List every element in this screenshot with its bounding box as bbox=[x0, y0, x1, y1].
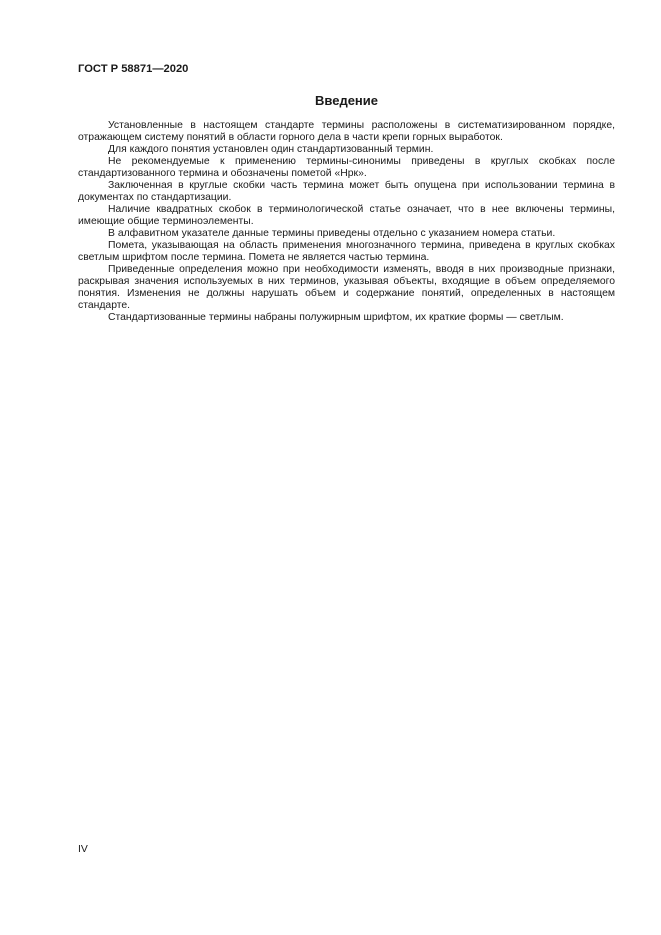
paragraph-6: В алфавитном указателе данные термины приведены отдельно с указанием номера статьи. bbox=[108, 228, 556, 239]
paragraph-9: Стандартизованные термины набраны полужирным шрифтом, их краткие формы — светлым. bbox=[108, 312, 564, 323]
paragraph-1: Установленные в настоящем стандарте термины расположены в систематизированном порядке, отражающем систему понятий в области горного дела в части крепи горных выработок. bbox=[78, 120, 615, 143]
section-title: Введение bbox=[315, 93, 378, 108]
paragraph-5: Наличие квадратных скобок в терминологической статье означает, что в нее включены термины, имеющие общие терминоэлементы. bbox=[78, 204, 615, 227]
paragraph-4: Заключенная в круглые скобки часть термина может быть опущена при использовании термина в документах по стандартизации. bbox=[78, 180, 615, 203]
paragraph-8: Приведенные определения можно при необходимости изменять, вводя в них производные признаки, раскрывая значения используемых в них терминов, указывая объекты, входящие в объем определяемого понятия. Изменения не должны нарушать объем и содержание понятий, определенных в настоящем стандарте. bbox=[78, 264, 615, 311]
paragraph-3: Не рекомендуемые к применению термины-синонимы приведены в круглых скобках после стандартизованного термина и обозначены пометой «Нрк». bbox=[78, 156, 615, 179]
body-text bbox=[78, 120, 615, 324]
paragraph-2: Для каждого понятия установлен один стандартизованный термин. bbox=[108, 144, 434, 155]
page-number: IV bbox=[78, 844, 88, 855]
document-header: ГОСТ Р 58871—2020 bbox=[78, 63, 189, 75]
paragraph-7: Помета, указывающая на область применения многозначного термина, приведена в круглых скобках светлым шрифтом после термина. Помета не является частью термина. bbox=[78, 240, 615, 263]
